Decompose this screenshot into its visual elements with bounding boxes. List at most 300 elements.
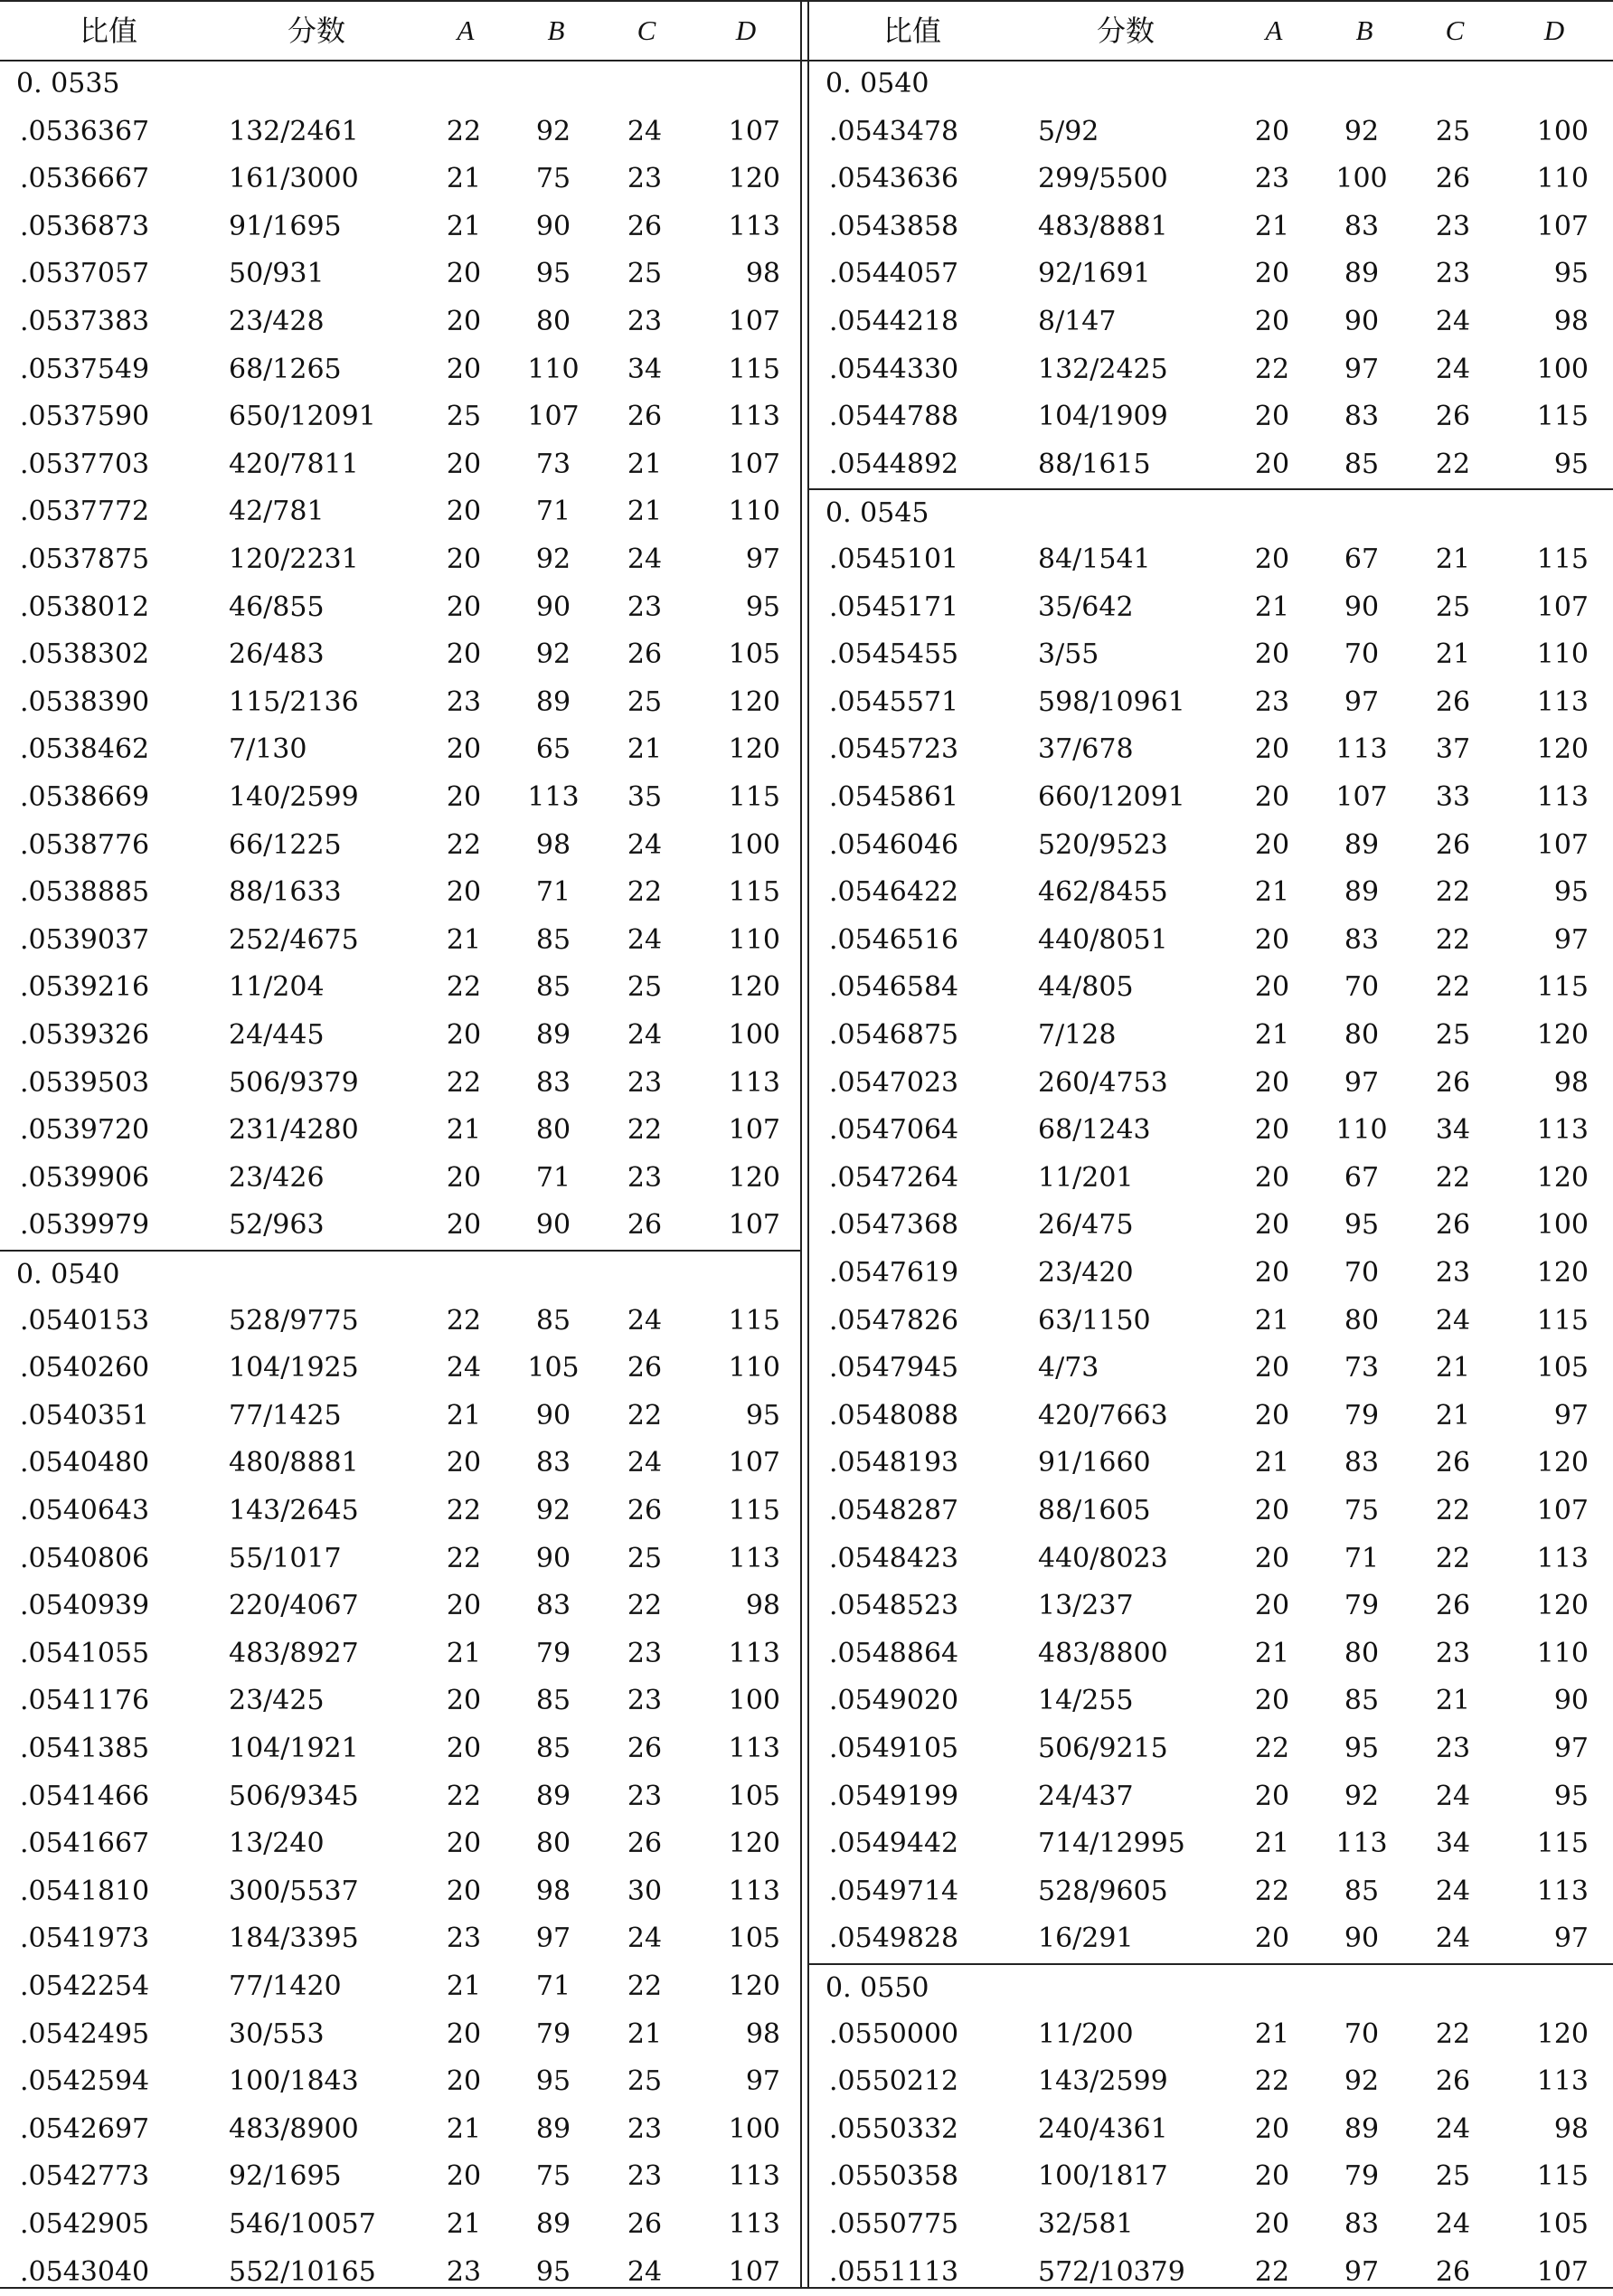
c-cell: 23	[1435, 1733, 1471, 1764]
a-cell: 20	[446, 2065, 482, 2098]
c-cell: 26	[1435, 1590, 1471, 1622]
fraction-cell: 11/204	[229, 971, 325, 1004]
table-row	[809, 1820, 1613, 1868]
fraction-cell: 66/1225	[229, 828, 342, 861]
a-cell: 23	[1254, 685, 1290, 718]
b-cell: 90	[1344, 1923, 1380, 1955]
a-cell: 20	[1254, 1114, 1290, 1147]
fraction-cell: 572/10379	[1038, 2255, 1185, 2288]
c-cell: 23	[1435, 258, 1471, 290]
d-cell: 113	[728, 1875, 780, 1907]
b-cell: 85	[535, 1685, 571, 1717]
ratio-cell: .0538390	[20, 685, 150, 718]
b-cell: 71	[535, 1970, 571, 2002]
c-cell: 23	[627, 2112, 663, 2145]
d-cell: 120	[1536, 2017, 1589, 2050]
ratio-cell: .0549020	[829, 1685, 959, 1717]
fraction-cell: 13/237	[1038, 1590, 1134, 1622]
d-cell: 95	[1553, 1780, 1589, 1812]
fraction-cell: 88/1633	[229, 876, 342, 909]
b-cell: 70	[1344, 971, 1380, 1004]
ratio-cell: .0548088	[829, 1399, 959, 1431]
right-panel	[809, 0, 1613, 2289]
ratio-cell: .0550775	[829, 2208, 959, 2240]
d-cell: 120	[1536, 733, 1589, 766]
fraction-cell: 506/9215	[1038, 1733, 1168, 1764]
table-row	[0, 250, 800, 298]
a-cell: 20	[446, 1209, 482, 1242]
d-cell: 113	[728, 2160, 780, 2193]
ratio-cell: .0540806	[20, 1542, 150, 1574]
ratio-cell: .0543858	[829, 210, 959, 242]
d-cell: 107	[728, 2255, 780, 2288]
table-row	[809, 1298, 1613, 1346]
fraction-cell: 184/3395	[229, 1923, 359, 1955]
ratio-cell: .0542697	[20, 2112, 150, 2145]
d-cell: 113	[1536, 1875, 1589, 1907]
table-row	[809, 1345, 1613, 1393]
table-row	[0, 2106, 800, 2154]
table-row	[0, 1677, 800, 1725]
fraction-cell: 24/445	[229, 1019, 325, 1051]
left-panel	[0, 0, 800, 2289]
table-row	[809, 631, 1613, 679]
d-cell: 107	[1536, 1495, 1589, 1526]
a-cell: 20	[1254, 638, 1290, 671]
a-cell: 20	[446, 876, 482, 909]
header-b: B	[1355, 14, 1373, 46]
group-row	[809, 1963, 1613, 2013]
table-row	[0, 1820, 800, 1868]
b-cell: 107	[1335, 781, 1388, 813]
b-cell: 70	[1344, 2017, 1380, 2050]
c-cell: 26	[1435, 401, 1471, 433]
a-cell: 22	[446, 115, 482, 147]
table-row	[809, 1202, 1613, 1250]
fraction-cell: 104/1921	[229, 1733, 359, 1764]
c-cell: 24	[627, 115, 663, 147]
fraction-cell: 32/581	[1038, 2208, 1134, 2240]
fraction-cell: 3/55	[1038, 638, 1099, 671]
c-cell: 25	[627, 2065, 663, 2098]
a-cell: 23	[446, 2255, 482, 2288]
a-cell: 20	[1254, 2112, 1290, 2145]
c-cell: 24	[627, 1447, 663, 1479]
ratio-cell: .0548864	[829, 1637, 959, 1669]
b-cell: 97	[1344, 1066, 1380, 1099]
ratio-cell: .0541385	[20, 1733, 150, 1764]
c-cell: 35	[627, 781, 663, 813]
c-cell: 22	[1435, 1161, 1471, 1194]
b-cell: 79	[535, 1637, 571, 1669]
d-cell: 100	[728, 828, 780, 861]
a-cell: 22	[446, 828, 482, 861]
ratio-cell: .0544057	[829, 258, 959, 290]
c-cell: 24	[1435, 1923, 1471, 1955]
a-cell: 21	[446, 2112, 482, 2145]
d-cell: 120	[728, 163, 780, 195]
b-cell: 89	[535, 1019, 571, 1051]
fraction-cell: 483/8800	[1038, 1637, 1168, 1669]
header-c: C	[637, 14, 656, 46]
table-row	[0, 109, 800, 156]
b-cell: 71	[535, 496, 571, 528]
d-cell: 107	[1536, 591, 1589, 623]
table-row	[0, 2201, 800, 2249]
d-cell: 97	[1553, 1733, 1589, 1764]
ratio-cell: .0547023	[829, 1066, 959, 1099]
fraction-cell: 11/201	[1038, 1161, 1134, 1194]
d-cell: 90	[1553, 1685, 1589, 1717]
c-cell: 23	[627, 306, 663, 337]
fraction-cell: 143/2599	[1038, 2065, 1168, 2098]
header-d: D	[735, 14, 757, 46]
c-cell: 25	[1435, 591, 1471, 623]
ratio-cell: .0545571	[829, 685, 959, 718]
ratio-cell: .0547619	[829, 1257, 959, 1289]
a-cell: 20	[1254, 1685, 1290, 1717]
b-cell: 98	[535, 1875, 571, 1907]
a-cell: 20	[1254, 115, 1290, 147]
d-cell: 120	[1536, 1447, 1589, 1479]
table-row	[0, 393, 800, 441]
table-row	[809, 964, 1613, 1012]
d-cell: 98	[1553, 2112, 1589, 2145]
ratio-cell: .0546584	[829, 971, 959, 1004]
ratio-cell: .0547064	[829, 1114, 959, 1147]
ratio-cell: .0543636	[829, 163, 959, 195]
ratio-cell: .0544218	[829, 306, 959, 337]
a-cell: 21	[446, 923, 482, 956]
d-cell: 120	[728, 1828, 780, 1860]
d-cell: 120	[728, 733, 780, 766]
a-cell: 20	[446, 1019, 482, 1051]
header-ratio: 比值	[882, 14, 941, 48]
d-cell: 113	[728, 2208, 780, 2240]
table-row	[809, 1773, 1613, 1821]
fraction-cell: 520/9523	[1038, 828, 1168, 861]
d-cell: 113	[728, 210, 780, 242]
b-cell: 95	[535, 258, 571, 290]
a-cell: 21	[1254, 1447, 1290, 1479]
table-row	[0, 203, 800, 251]
c-cell: 24	[1435, 1304, 1471, 1337]
ratio-cell: .0550358	[829, 2160, 959, 2193]
d-cell: 100	[728, 1685, 780, 1717]
c-cell: 21	[1435, 1352, 1471, 1384]
ratio-cell: .0538776	[20, 828, 150, 861]
fraction-cell: 506/9345	[229, 1780, 359, 1812]
table-row	[809, 726, 1613, 774]
table-row	[0, 2153, 800, 2201]
a-cell: 20	[1254, 1066, 1290, 1099]
b-cell: 113	[527, 781, 580, 813]
a-cell: 20	[446, 306, 482, 337]
fraction-cell: 143/2645	[229, 1495, 359, 1526]
d-cell: 105	[728, 638, 780, 671]
group-row	[809, 488, 1613, 538]
b-cell: 90	[535, 1209, 571, 1242]
a-cell: 22	[1254, 1733, 1290, 1764]
ratio-cell: .0540351	[20, 1399, 150, 1431]
ratio-cell: .0545723	[829, 733, 959, 766]
header-fraction: 分数	[287, 14, 345, 48]
fraction-cell: 4/73	[1038, 1352, 1099, 1384]
c-cell: 33	[1435, 781, 1471, 813]
table-row	[0, 869, 800, 917]
table-row	[809, 536, 1613, 584]
b-cell: 90	[1344, 591, 1380, 623]
d-cell: 115	[1536, 1304, 1589, 1337]
ratio-cell: .0544330	[829, 353, 959, 385]
a-cell: 20	[446, 1590, 482, 1622]
a-cell: 20	[446, 1875, 482, 1907]
fraction-cell: 120/2231	[229, 543, 359, 575]
c-cell: 34	[1435, 1828, 1471, 1860]
d-cell: 113	[728, 1066, 780, 1099]
d-cell: 115	[728, 1304, 780, 1337]
c-cell: 21	[1435, 1399, 1471, 1431]
d-cell: 107	[728, 1447, 780, 1479]
a-cell: 22	[446, 1780, 482, 1812]
fraction-cell: 528/9605	[1038, 1875, 1168, 1907]
a-cell: 20	[1254, 1590, 1290, 1622]
ratio-cell: .0540153	[20, 1304, 150, 1337]
a-cell: 25	[446, 401, 482, 433]
b-cell: 85	[1344, 1685, 1380, 1717]
a-cell: 21	[1254, 876, 1290, 909]
fraction-cell: 88/1615	[1038, 448, 1151, 480]
fraction-cell: 420/7663	[1038, 1399, 1168, 1431]
b-cell: 90	[535, 1399, 571, 1431]
fraction-cell: 104/1925	[229, 1352, 359, 1384]
b-cell: 95	[1344, 1209, 1380, 1242]
ratio-cell: .0550000	[829, 2017, 959, 2050]
b-cell: 67	[1344, 543, 1380, 575]
d-cell: 110	[1536, 638, 1589, 671]
ratio-cell: .0538669	[20, 781, 150, 813]
table-row	[809, 822, 1613, 870]
table-row	[809, 1868, 1613, 1916]
fraction-cell: 483/8927	[229, 1637, 359, 1669]
c-cell: 22	[1435, 1495, 1471, 1526]
a-cell: 21	[1254, 1019, 1290, 1051]
table-row	[0, 822, 800, 870]
b-cell: 80	[1344, 1637, 1380, 1669]
fraction-cell: 50/931	[229, 258, 325, 290]
ratio-cell: .0536873	[20, 210, 150, 242]
fraction-cell: 260/4753	[1038, 1066, 1168, 1099]
d-cell: 113	[728, 401, 780, 433]
c-cell: 26	[627, 1209, 663, 1242]
a-cell: 21	[446, 1970, 482, 2002]
c-cell: 23	[627, 1066, 663, 1099]
b-cell: 70	[1344, 638, 1380, 671]
ratio-cell: .0540260	[20, 1352, 150, 1384]
c-cell: 24	[1435, 1875, 1471, 1907]
d-cell: 110	[728, 496, 780, 528]
fraction-cell: 7/128	[1038, 1019, 1117, 1051]
c-cell: 26	[1435, 685, 1471, 718]
table-row	[0, 1868, 800, 1916]
a-cell: 21	[446, 1399, 482, 1431]
table-row	[809, 1630, 1613, 1678]
header-c: C	[1445, 14, 1465, 46]
c-cell: 34	[1435, 1114, 1471, 1147]
group-label: 0. 0550	[825, 1972, 929, 2004]
ratio-cell: .0547368	[829, 1209, 959, 1242]
c-cell: 24	[1435, 306, 1471, 337]
ratio-cell: .0546875	[829, 1019, 959, 1051]
a-cell: 23	[1254, 163, 1290, 195]
d-cell: 120	[1536, 1257, 1589, 1289]
table-row	[809, 2011, 1613, 2059]
a-cell: 23	[446, 685, 482, 718]
fraction-cell: 100/1817	[1038, 2160, 1168, 2193]
a-cell: 22	[1254, 2255, 1290, 2288]
b-cell: 83	[535, 1066, 571, 1099]
b-cell: 75	[1344, 1495, 1380, 1526]
table-row	[0, 2011, 800, 2059]
c-cell: 21	[1435, 1685, 1471, 1717]
b-cell: 107	[527, 401, 580, 433]
b-cell: 80	[1344, 1304, 1380, 1337]
c-cell: 24	[627, 543, 663, 575]
ratio-cell: .0542594	[20, 2065, 150, 2098]
table-row	[809, 2249, 1613, 2296]
fraction-cell: 528/9775	[229, 1304, 359, 1337]
table-row	[809, 393, 1613, 441]
ratio-cell: .0545101	[829, 543, 959, 575]
a-cell: 22	[1254, 1875, 1290, 1907]
d-cell: 95	[1553, 258, 1589, 290]
c-cell: 24	[627, 1019, 663, 1051]
d-cell: 98	[1553, 1066, 1589, 1099]
d-cell: 115	[728, 876, 780, 909]
c-cell: 22	[1435, 971, 1471, 1004]
group-label: 0. 0535	[16, 68, 120, 99]
c-cell: 21	[627, 448, 663, 480]
fraction-cell: 420/7811	[229, 448, 359, 480]
fraction-cell: 92/1695	[229, 2160, 342, 2193]
ratio-cell: .0539503	[20, 1066, 150, 1099]
a-cell: 20	[1254, 1495, 1290, 1526]
d-cell: 107	[728, 1209, 780, 1242]
ratio-cell: .0542254	[20, 1970, 150, 2002]
a-cell: 21	[1254, 1304, 1290, 1337]
fraction-cell: 220/4067	[229, 1590, 359, 1622]
b-cell: 97	[1344, 2255, 1380, 2288]
ratio-cell: .0548287	[829, 1495, 959, 1526]
ratio-cell: .0539326	[20, 1019, 150, 1051]
c-cell: 26	[627, 638, 663, 671]
ratio-cell: .0536367	[20, 115, 150, 147]
table-row	[0, 2058, 800, 2106]
c-cell: 23	[627, 163, 663, 195]
b-cell: 100	[1335, 163, 1388, 195]
table-row	[809, 679, 1613, 727]
c-cell: 23	[1435, 1637, 1471, 1669]
b-cell: 89	[1344, 2112, 1380, 2145]
ratio-cell: .0549199	[829, 1780, 959, 1812]
a-cell: 22	[446, 1066, 482, 1099]
fraction-cell: 84/1541	[1038, 543, 1151, 575]
table-row	[809, 584, 1613, 632]
fraction-cell: 300/5537	[229, 1875, 359, 1907]
c-cell: 21	[1435, 638, 1471, 671]
d-cell: 97	[745, 543, 780, 575]
c-cell: 22	[1435, 923, 1471, 956]
ratio-cell: .0537057	[20, 258, 150, 290]
d-cell: 95	[1553, 448, 1589, 480]
ratio-cell: .0538302	[20, 638, 150, 671]
b-cell: 85	[1344, 448, 1380, 480]
table-row	[809, 917, 1613, 965]
table-row	[809, 109, 1613, 156]
fraction-cell: 63/1150	[1038, 1304, 1151, 1337]
c-cell: 22	[1435, 448, 1471, 480]
d-cell: 113	[728, 1733, 780, 1764]
c-cell: 22	[1435, 1542, 1471, 1574]
ratio-cell: .0551113	[829, 2255, 959, 2288]
a-cell: 20	[446, 353, 482, 385]
group-row	[0, 61, 800, 109]
table-row	[809, 1107, 1613, 1155]
a-cell: 21	[1254, 210, 1290, 242]
fraction-cell: 252/4675	[229, 923, 359, 956]
fraction-cell: 68/1265	[229, 353, 342, 385]
fraction-cell: 23/425	[229, 1685, 325, 1717]
b-cell: 75	[535, 163, 571, 195]
table-row	[0, 917, 800, 965]
d-cell: 120	[1536, 1019, 1589, 1051]
fraction-cell: 55/1017	[229, 1542, 342, 1574]
b-cell: 89	[1344, 828, 1380, 861]
c-cell: 25	[627, 258, 663, 290]
c-cell: 23	[1435, 1257, 1471, 1289]
ratio-cell: .0549828	[829, 1923, 959, 1955]
d-cell: 100	[1536, 353, 1589, 385]
ratio-cell: .0546516	[829, 923, 959, 956]
fraction-cell: 46/855	[229, 591, 325, 623]
c-cell: 26	[1435, 828, 1471, 861]
fraction-cell: 104/1909	[1038, 401, 1168, 433]
d-cell: 105	[1536, 2208, 1589, 2240]
d-cell: 115	[1536, 2160, 1589, 2193]
a-cell: 20	[446, 1733, 482, 1764]
fraction-cell: 37/678	[1038, 733, 1134, 766]
header-b: B	[547, 14, 565, 46]
c-cell: 22	[627, 1399, 663, 1431]
c-cell: 25	[1435, 1019, 1471, 1051]
fraction-cell: 42/781	[229, 496, 325, 528]
d-cell: 107	[1536, 828, 1589, 861]
ratio-cell: .0541055	[20, 1637, 150, 1669]
d-cell: 113	[1536, 685, 1589, 718]
a-cell: 20	[1254, 2208, 1290, 2240]
ratio-cell: .0549442	[829, 1828, 959, 1860]
b-cell: 85	[535, 1304, 571, 1337]
c-cell: 21	[627, 496, 663, 528]
c-cell: 26	[1435, 2065, 1471, 2098]
b-cell: 83	[1344, 923, 1380, 956]
fraction-cell: 91/1660	[1038, 1447, 1151, 1479]
b-cell: 79	[1344, 1590, 1380, 1622]
c-cell: 21	[1435, 543, 1471, 575]
fraction-cell: 483/8900	[229, 2112, 359, 2145]
a-cell: 20	[446, 638, 482, 671]
a-cell: 20	[1254, 923, 1290, 956]
